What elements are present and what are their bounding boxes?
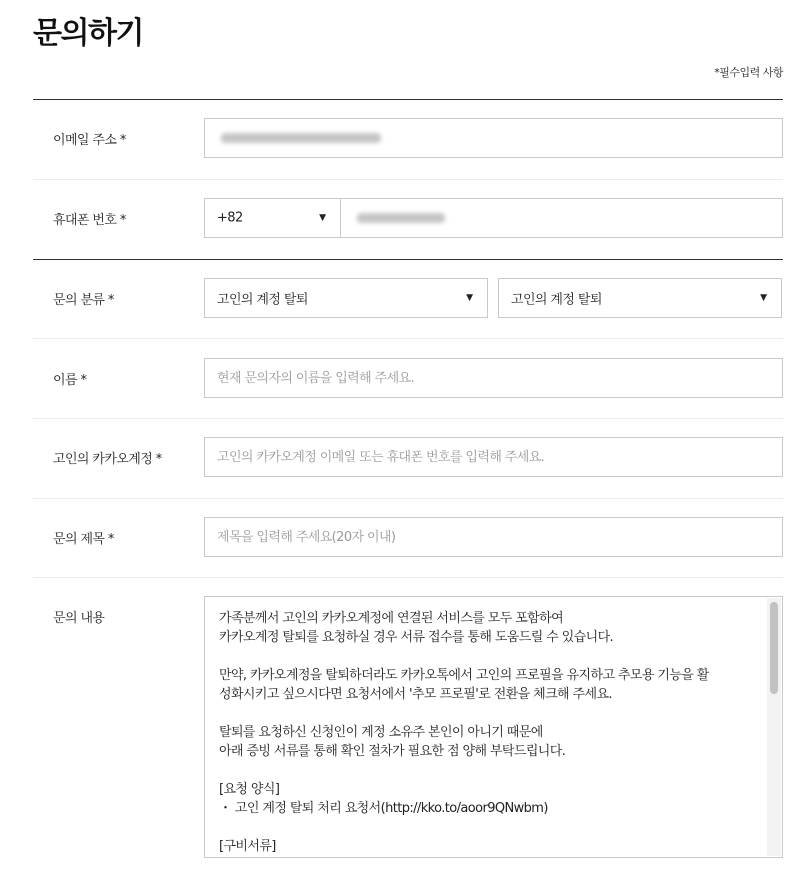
required-note: *필수입력 사항 [714, 66, 783, 79]
content-label: 문의 내용 [53, 611, 105, 626]
content-line: [요청 양식] [219, 782, 280, 797]
category-primary-value: 고인의 계정 탈퇴 [217, 292, 308, 308]
caret-down-icon: ▼ [466, 293, 473, 303]
subject-input[interactable] [204, 517, 783, 557]
content-line: 탈퇴를 요청하신 신청인이 계정 소유주 본인이 아니기 때문에 [219, 725, 543, 740]
phone-value-blurred [357, 213, 445, 223]
section-divider [33, 259, 783, 260]
content-text [219, 609, 760, 856]
caret-down-icon: ▼ [760, 293, 767, 303]
phone-number-field[interactable] [340, 198, 783, 238]
content-line: 만약, 카카오계정을 탈퇴하더라도 카카오톡에서 고인의 프로필을 유지하고 추모용 기능을 활 [219, 668, 709, 683]
email-field[interactable] [204, 118, 783, 158]
row-divider [33, 338, 783, 339]
page-title: 문의하기 [33, 16, 143, 51]
content-blank-line [219, 818, 760, 837]
content-line: 카카오계정 탈퇴를 요청하실 경우 서류 접수를 통해 도움드릴 수 있습니다. [219, 630, 614, 645]
content-line: [구비서류] [219, 839, 276, 854]
category-label: 문의 분류 * [53, 293, 114, 308]
subject-label: 문의 제목 * [53, 532, 114, 547]
content-blank-line [219, 704, 760, 723]
name-input[interactable] [204, 358, 783, 398]
country-code-select[interactable] [204, 198, 341, 238]
textarea-scrollbar[interactable] [767, 598, 781, 856]
content-blank-line [219, 647, 760, 666]
content-line: 가족분께서 고인의 카카오계정에 연결된 서비스를 모두 포함하여 [219, 611, 564, 626]
content-line: 성화시키고 싶으시다면 요청서에서 '추모 프로필'로 전환을 체크해 주세요. [219, 687, 612, 702]
email-value-blurred [221, 133, 381, 143]
scrollbar-thumb[interactable] [770, 602, 778, 694]
content-textarea[interactable] [204, 596, 783, 858]
country-code-value: +82 [217, 210, 243, 226]
email-label: 이메일 주소 * [53, 133, 126, 148]
deceased-account-input[interactable] [204, 437, 783, 477]
row-divider [33, 577, 783, 578]
content-blank-line [219, 761, 760, 780]
deceased-account-label: 고인의 카카오계정 * [53, 452, 162, 467]
caret-down-icon: ▼ [319, 213, 326, 223]
category-secondary-value: 고인의 계정 탈퇴 [511, 292, 602, 308]
top-divider [33, 99, 783, 100]
category-primary-select[interactable] [204, 278, 488, 318]
content-line: 아래 증빙 서류를 통해 확인 절차가 필요한 점 양해 부탁드립니다. [219, 744, 566, 759]
content-line: ・ 고인 계정 탈퇴 처리 요청서(http://kko.to/aoor9QNwbm) [219, 801, 548, 816]
category-secondary-select[interactable] [498, 278, 782, 318]
row-divider [33, 418, 783, 419]
row-divider [33, 498, 783, 499]
row-divider [33, 179, 783, 180]
name-label: 이름 * [53, 373, 87, 388]
phone-label: 휴대폰 번호 * [53, 213, 126, 228]
